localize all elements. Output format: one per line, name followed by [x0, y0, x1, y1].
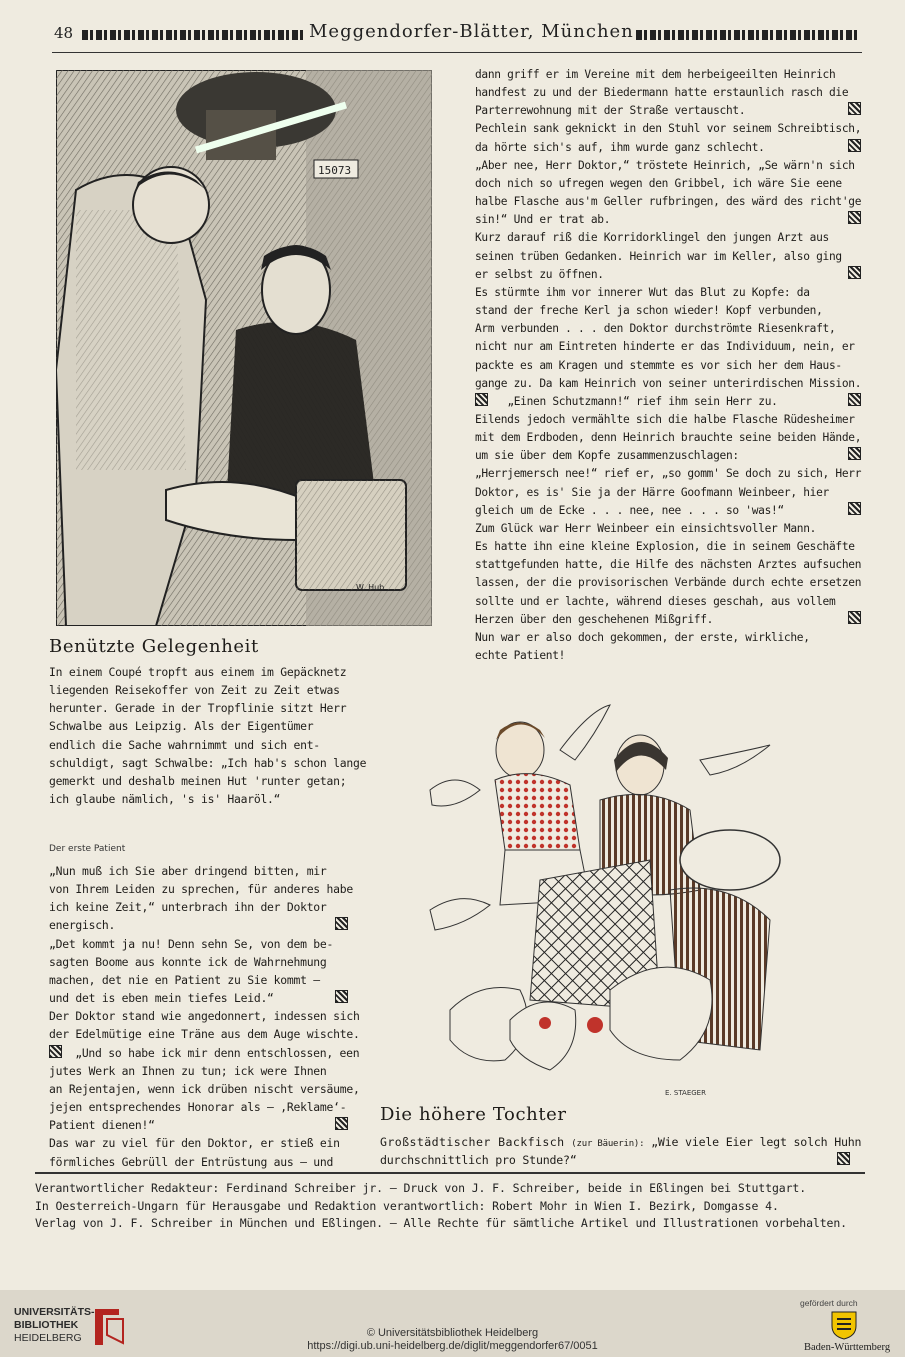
- text-line: herunter. Gerade in der Tropflinie sitzt Herr: [49, 701, 347, 716]
- story-right-column: [475, 66, 861, 665]
- header-ornament-left: [82, 30, 304, 40]
- imprint-line: In Oesterreich-Ungarn für Herausgabe und Redaktion verantwortlich: Robert Mohr in Wien I. Bezirk, Domgasse 4.: [35, 1198, 779, 1213]
- text-line: Kurz darauf riß die Korridorklingel den jungen Arzt aus: [475, 231, 829, 245]
- text-line: halbe Flasche aus'm Geller rufbringen, des wärd des richt'ge: [475, 195, 862, 209]
- section-mark-icon: [848, 447, 861, 460]
- library-name: UNIVERSITÄTS- BIBLIOTHEK HEIDELBERG: [14, 1306, 95, 1344]
- text-line: „Und so habe ick mir denn entschlossen, een: [75, 1045, 360, 1060]
- text-line: gleich um de Ecke . . . nee, nee . . . so 'was!“: [475, 503, 784, 517]
- section-mark-icon: [837, 1152, 850, 1165]
- text-line: gemerkt und deshalb meinen Hut 'runter getan;: [49, 773, 347, 788]
- text-line: sagten Boome aus konnte ick de Wahrnehmung: [49, 954, 327, 969]
- caption-line-2: [380, 1151, 577, 1169]
- text-line: dann griff er im Vereine mit dem herbeigeeilten Heinrich: [475, 68, 836, 81]
- text-line: Arm verbunden . . . den Doktor durchströmte Riesenkraft,: [475, 322, 836, 336]
- section-mark-icon: [848, 611, 861, 624]
- text-line: da hörte sich's auf, ihm wurde ganz schlecht.: [475, 140, 765, 154]
- caption-quote-end: durchschnittlich pro Stunde?“: [380, 1153, 577, 1167]
- imprint: [35, 1180, 847, 1233]
- text-line: an Rejentajen, wenn ick drüben nischt versäume,: [49, 1081, 360, 1096]
- section-mark-icon: [848, 211, 861, 224]
- section-mark-icon: [335, 990, 348, 1003]
- text-line: stattgefunden hatte, die Hilfe des nächsten Arztes aufsuchen: [475, 558, 862, 572]
- text-line: „Det kommt ja nu! Denn sehn Se, von dem be-: [49, 936, 334, 951]
- section-mark-icon: [848, 266, 861, 279]
- heading-hoehere-tochter: Die höhere Tochter: [380, 1104, 567, 1125]
- text-line: „Einen Schutzmann!“ rief ihm sein Herr zu.: [507, 394, 778, 408]
- illustration-train-compartment: [56, 70, 432, 626]
- text-line: und det is eben mein tiefes Leid.“: [49, 991, 274, 1006]
- text-line: Es stürmte ihm vor innerer Wut das Blut zu Kopfe: da: [475, 285, 810, 299]
- text-line: förmliches Gebrüll der Entrüstung aus — und: [49, 1154, 334, 1169]
- section-mark-icon: [335, 917, 348, 930]
- text-line: Nun war er also doch gekommen, der erste, wirkliche,: [475, 630, 810, 644]
- header-rule: [52, 52, 862, 53]
- text-line: jutes Werk an Ihnen zu tun; ick were Ihnen: [49, 1063, 327, 1078]
- text-line: liegenden Reisekoffer von Zeit zu Zeit etwas: [49, 683, 340, 698]
- text-line: echte Patient!: [475, 649, 566, 662]
- text-line: „Herrjemersch nee!“ rief er, „so gomm' Se doch zu sich, Herr: [475, 467, 862, 481]
- text-line: seinen trüben Gedanken. Heinrich war im Keller, also ging: [475, 249, 842, 263]
- text-line: ich keine Zeit,“ unterbrach ihn der Doktor: [49, 900, 327, 915]
- imprint-line: Verlag von J. F. Schreiber in München und Eßlingen. — Alle Rechte für sämtliche Artikel und Illustrationen vorbehalten.: [35, 1216, 848, 1230]
- text-line: Herzen über den geschehenen Mißgriff.: [475, 612, 714, 626]
- text-line: energisch.: [49, 918, 116, 933]
- permalink[interactable]: https://digi.ub.uni-heidelberg.de/diglit/meggendorfer67/0051: [307, 1340, 598, 1352]
- section-mark-icon: [475, 393, 488, 406]
- illustration-hoehere-tochter: [410, 690, 865, 1105]
- illustration-signature: W. Hub: [356, 583, 385, 592]
- paragraph-gelegenheit: [49, 663, 366, 808]
- heading-benuetzte-gelegenheit: Benützte Gelegenheit: [49, 636, 259, 657]
- page-number: 48: [54, 24, 74, 42]
- text-line: Schwalbe aus Leipzig. Als der Eigentümer: [49, 719, 314, 734]
- story-label: Der erste Patient: [49, 844, 126, 854]
- text-line: stand der freche Kerl ja schon wieder! Kopf verbunden,: [475, 304, 823, 318]
- text-line: Es hatte ihn eine kleine Explosion, die in seinem Geschäfte: [475, 540, 855, 554]
- text-line: lassen, der die provisorischen Verbände durch echte ersetzen: [475, 576, 862, 590]
- text-line: von Ihrem Leiden zu sprechen, für anderes habe: [49, 882, 353, 897]
- text-line: sin!“ Und er trat ab.: [475, 213, 611, 227]
- text-line: Parterrewohnung mit der Straße vertauscht.: [475, 104, 746, 118]
- section-mark-icon: [848, 393, 861, 406]
- section-mark-icon: [49, 1045, 62, 1058]
- compartment-number-label: 15073: [318, 164, 352, 177]
- text-line: In einem Coupé tropft aus einem im Gepäcknetz: [49, 665, 347, 679]
- text-line: machen, det nie en Patient zu Sie kommt —: [49, 972, 320, 987]
- caption-aside: (zur Bäuerin):: [571, 1139, 645, 1149]
- caption-quote: „Wie viele Eier legt solch Huhn: [651, 1135, 862, 1149]
- state-name: Baden-Württemberg: [804, 1342, 891, 1353]
- text-line: nicht nur am Eintreten hinderte er das Individuum, nein, er: [475, 340, 855, 354]
- story-left-column: [49, 862, 360, 1171]
- text-line: endlich die Sache wahrnimmt und sich ent-: [49, 737, 320, 752]
- funding-label: gefördert durch: [800, 1298, 858, 1308]
- text-line: er selbst zu öffnen.: [475, 267, 604, 281]
- text-line: der Edelmütige eine Träne aus dem Auge wischte.: [49, 1027, 360, 1042]
- state-coat-of-arms-icon: [830, 1310, 858, 1340]
- illustration-signature: E. STAEGER: [665, 1089, 706, 1097]
- magazine-title: Meggendorfer-Blätter, München: [309, 21, 634, 42]
- text-line: Patient dienen!“: [49, 1118, 155, 1133]
- imprint-rule: [35, 1172, 865, 1174]
- section-mark-icon: [848, 102, 861, 115]
- text-line: sollte und er lachte, während dieses geschah, aus vollem: [475, 594, 836, 608]
- text-line: Eilends jedoch vermählte sich die halbe Flasche Rüdesheimer: [475, 412, 855, 426]
- text-line: handfest zu und der Biedermann hatte erstaunlich rasch die: [475, 86, 849, 100]
- text-line: schuldigt, sagt Schwalbe: „Ich hab's schon lange: [49, 755, 367, 770]
- text-line: um sie über dem Kopfe zusammenzuschlagen:: [475, 449, 739, 463]
- header-ornament-right: [636, 30, 860, 40]
- text-line: jejen entsprechendes Honorar als — ‚Reklame‘-: [49, 1100, 347, 1115]
- text-line: doch nich so ufregen wegen den Gribbel, ich wäre Sie eene: [475, 176, 842, 190]
- text-line: mit dem Erdboden, denn Heinrich brauchte seine beiden Hände,: [475, 431, 862, 445]
- caption-speaker: Großstädtischer Backfisch: [380, 1135, 565, 1149]
- text-line: Pechlein sank geknickt in den Stuhl vor seinem Schreibtisch,: [475, 122, 862, 136]
- text-line: packte es am Kragen und stemmte es vor sich her dem Haus-: [475, 358, 842, 372]
- text-line: Doktor, es is' Sie ja der Härre Goofmann Weinbeer, hier: [475, 485, 829, 499]
- library-footer: [0, 1290, 905, 1357]
- copyright-notice: © Universitätsbibliothek Heidelberg: [366, 1327, 539, 1339]
- imprint-line: Verantwortlicher Redakteur: Ferdinand Schreiber jr. — Druck von J. F. Schreiber, beide in Eßlingen bei Stuttgart.: [35, 1181, 807, 1195]
- text-line: Der Doktor stand wie angedonnert, indessen sich: [49, 1009, 360, 1024]
- section-mark-icon: [848, 139, 861, 152]
- text-line: Zum Glück war Herr Weinbeer ein einsichtsvoller Mann.: [475, 521, 817, 535]
- text-line: „Nun muß ich Sie aber dringend bitten, mir: [49, 864, 327, 878]
- text-line: gange zu. Da kam Heinrich von seiner unterirdischen Mission.: [475, 376, 862, 390]
- text-line: ich glaube nämlich, 's is' Haaröl.“: [49, 792, 281, 807]
- section-mark-icon: [335, 1117, 348, 1130]
- text-line: „Aber nee, Herr Doktor,“ tröstete Heinrich, „Se wärn'n sich: [475, 158, 855, 172]
- section-mark-icon: [848, 502, 861, 515]
- text-line: Das war zu viel für den Doktor, er stieß ein: [49, 1136, 340, 1151]
